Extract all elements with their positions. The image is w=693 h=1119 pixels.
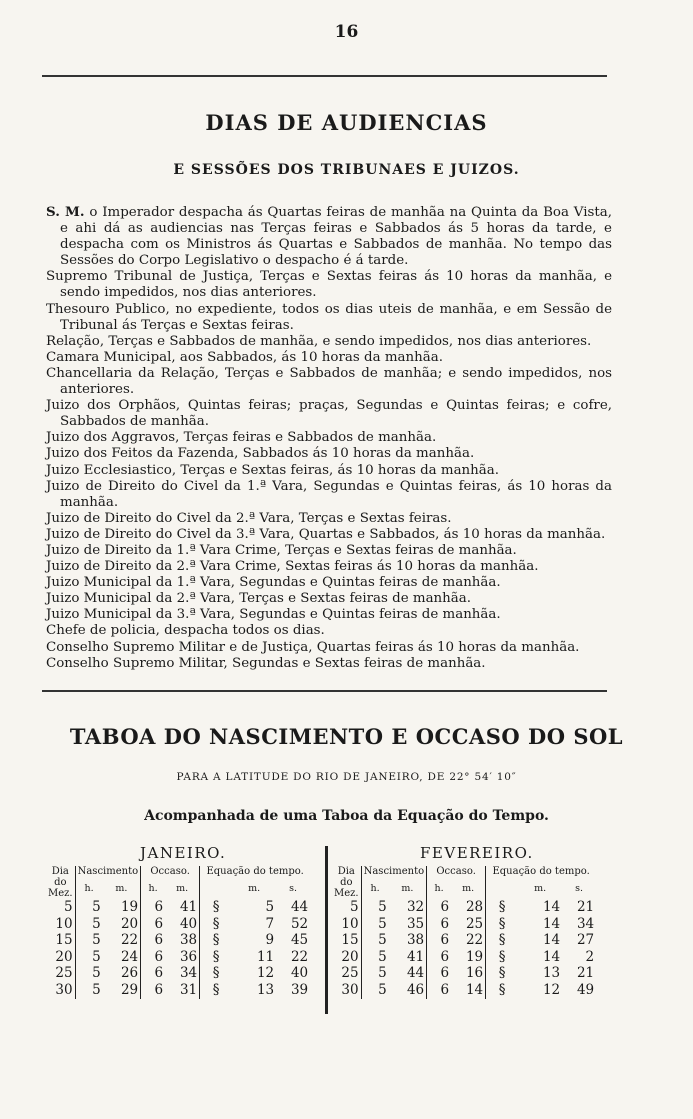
cell-sign: § xyxy=(486,949,519,966)
entry-text: Juizo dos Aggravos, Terças feiras e Sabbados de manhãa. xyxy=(46,430,437,446)
cell-eq-s: 40 xyxy=(290,965,309,982)
audiencia-entry xyxy=(46,559,612,575)
section-title-audiencias: DIAS DE AUDIENCIAS xyxy=(205,110,488,135)
cell-occ-h: 6 xyxy=(427,899,452,916)
cell-eq-s: 21 xyxy=(576,899,595,915)
cell-nasc-h: 5 xyxy=(75,982,103,999)
cell-occ-m: 28 xyxy=(465,899,484,915)
cell-occ-h: 6 xyxy=(141,916,166,933)
entry-text: Juizo Municipal da 3.ª Vara, Segundas e Quintas feiras de manhãa. xyxy=(46,607,501,623)
cell-nasc-m: 24 xyxy=(120,948,139,965)
cell-sign: § xyxy=(200,932,233,949)
section-subtitle-tribunaes: E SESSÕES DOS TRIBUNAES E JUIZOS. xyxy=(173,162,520,178)
cell-dia: 20 xyxy=(341,948,359,965)
entry-text: Supremo Tribunal de Justiça, Terças e Sextas feiras ás 10 horas da manhãa, e sendo impedidos, nos dias anteriores. xyxy=(46,269,612,301)
entry-lead: S. M. xyxy=(46,204,85,220)
cell-dia: 30 xyxy=(55,981,73,998)
cell-sign: § xyxy=(486,982,519,999)
entry-text: Juizo dos Feitos da Fazenda, Sabbados ás 10 horas da manhãa. xyxy=(46,446,475,462)
cell-nasc-m: 22 xyxy=(120,932,139,949)
audiencia-entry xyxy=(46,591,612,607)
table-row xyxy=(332,916,596,933)
cell-nasc-h: 5 xyxy=(361,899,389,916)
unit-m: m. xyxy=(115,882,128,894)
unit-s: s. xyxy=(289,882,298,894)
cell-eq-s: 52 xyxy=(290,915,309,932)
entry-text: Camara Municipal, aos Sabbados, ás 10 horas da manhãa. xyxy=(46,349,443,365)
cell-nasc-h: 5 xyxy=(361,916,389,933)
cell-eq-m: 14 xyxy=(542,932,561,949)
entry-text: Juizo de Direito da 2.ª Vara Crime, Sextas feiras ás 10 horas da manhãa. xyxy=(46,559,539,575)
entry-text: Juizo de Direito do Civel da 3.ª Vara, Quartas e Sabbados, ás 10 horas da manhãa. xyxy=(46,526,606,542)
cell-occ-h: 6 xyxy=(141,932,166,949)
cell-eq-s: 45 xyxy=(290,932,309,949)
cell-dia: 5 xyxy=(64,899,73,915)
unit-h: h. xyxy=(427,883,452,900)
month-title-janeiro: JANEIRO. xyxy=(140,844,227,862)
cell-dia: 30 xyxy=(341,981,359,998)
cell-sign: § xyxy=(486,899,519,916)
header-equacao: Equação do tempo. xyxy=(486,866,597,883)
cell-dia: 25 xyxy=(341,965,359,982)
cell-nasc-h: 5 xyxy=(75,899,103,916)
cell-nasc-m: 19 xyxy=(120,899,139,915)
cell-nasc-h: 5 xyxy=(361,965,389,982)
entry-text: Conselho Supremo Militar, Segundas e Sextas feiras de manhãa. xyxy=(46,655,486,671)
cell-occ-m: 40 xyxy=(179,915,198,932)
entry-text: Juizo Ecclesiastico, Terças e Sextas feiras, ás 10 horas da manhãa. xyxy=(46,462,500,478)
table-janeiro xyxy=(46,866,310,999)
cell-occ-m: 25 xyxy=(465,915,484,932)
header-occaso: Occaso. xyxy=(427,866,486,883)
unit-s: s. xyxy=(575,882,584,894)
table-row xyxy=(46,932,310,949)
cell-occ-m: 41 xyxy=(179,899,198,915)
audiencia-entry xyxy=(46,350,612,366)
cell-nasc-m: 38 xyxy=(406,932,425,949)
middle-rule xyxy=(42,690,607,692)
table-row xyxy=(46,916,310,933)
header-occaso: Occaso. xyxy=(141,866,200,883)
month-title-fevereiro: FEVEREIRO. xyxy=(420,844,534,862)
header-dia: Dia do Mez. xyxy=(334,866,359,899)
unit-m: m. xyxy=(534,882,547,894)
audiencia-entry xyxy=(46,656,612,672)
cell-occ-m: 36 xyxy=(179,948,198,965)
cell-nasc-m: 29 xyxy=(120,981,139,998)
cell-nasc-h: 5 xyxy=(75,965,103,982)
cell-occ-m: 31 xyxy=(179,981,198,998)
cell-nasc-m: 32 xyxy=(406,899,425,915)
entry-text: Juizo de Direito do Civel da 2.ª Vara, Terças e Sextas feiras. xyxy=(46,510,452,526)
cell-nasc-m: 26 xyxy=(120,965,139,982)
audiencia-entry xyxy=(46,446,612,462)
cell-eq-m: 13 xyxy=(542,965,561,982)
cell-nasc-h: 5 xyxy=(75,949,103,966)
table-row xyxy=(46,982,310,999)
audiencia-entry xyxy=(46,430,612,446)
header-row xyxy=(332,866,596,883)
audiencia-entry xyxy=(46,623,612,639)
cell-occ-h: 6 xyxy=(427,932,452,949)
cell-nasc-m: 44 xyxy=(406,965,425,982)
header-dia: Dia do Mez. xyxy=(48,866,73,899)
cell-occ-m: 34 xyxy=(179,965,198,982)
audiencia-entry xyxy=(46,575,612,591)
cell-eq-m: 14 xyxy=(542,948,561,965)
unit-h: h. xyxy=(75,883,103,900)
cell-dia: 15 xyxy=(55,932,73,949)
cell-eq-m: 12 xyxy=(256,965,275,982)
entry-text: o Imperador despacha ás Quartas feiras de manhãa na Quinta da Boa Vista, e ahi dá as audiencias nas Terças feiras e Sabbados ás 5 horas da tarde, e despacha com os Ministros ás Quartas e Sabbados de manhãa. No tempo das Sessões do Corpo Legislativo o despacho é á tarde. xyxy=(60,205,612,269)
cell-occ-h: 6 xyxy=(141,965,166,982)
cell-dia: 15 xyxy=(341,932,359,949)
cell-nasc-m: 20 xyxy=(120,915,139,932)
unit-h: h. xyxy=(361,883,389,900)
month-separator xyxy=(325,846,328,1014)
table-row xyxy=(332,932,596,949)
audiencia-entry xyxy=(46,366,612,398)
unit-row xyxy=(332,883,596,900)
section-title-taboa: TABOA DO NASCIMENTO E OCCASO DO SOL xyxy=(69,724,624,749)
cell-occ-m: 38 xyxy=(179,932,198,949)
header-nascimento: Nascimento xyxy=(361,866,427,883)
unit-m: m. xyxy=(248,882,261,894)
table-row xyxy=(332,982,596,999)
unit-blank xyxy=(200,883,233,900)
cell-eq-m: 11 xyxy=(256,948,275,965)
cell-occ-h: 6 xyxy=(427,965,452,982)
cell-sign: § xyxy=(200,965,233,982)
cell-nasc-h: 5 xyxy=(361,949,389,966)
audiencia-entry xyxy=(46,269,612,301)
cell-eq-m: 7 xyxy=(265,915,275,932)
header-nascimento: Nascimento xyxy=(75,866,141,883)
cell-nasc-h: 5 xyxy=(75,932,103,949)
taboa-subtitle: Acompanhada de uma Taboa da Equação do Tempo. xyxy=(144,808,549,824)
cell-dia: 10 xyxy=(55,915,73,932)
cell-eq-s: 39 xyxy=(290,981,309,998)
table-row xyxy=(46,949,310,966)
entry-text: Juizo Municipal da 2.ª Vara, Terças e Sextas feiras de manhãa. xyxy=(46,591,472,607)
cell-sign: § xyxy=(200,982,233,999)
entry-text: Juizo de Direito da 1.ª Vara Crime, Terças e Sextas feiras de manhãa. xyxy=(46,542,517,558)
unit-m: m. xyxy=(462,882,475,894)
cell-eq-m: 14 xyxy=(542,915,561,932)
unit-m: m. xyxy=(176,882,189,894)
cell-dia: 20 xyxy=(55,948,73,965)
cell-eq-m: 9 xyxy=(265,932,275,949)
cell-nasc-m: 46 xyxy=(406,981,425,998)
unit-row xyxy=(46,883,310,900)
cell-occ-m: 22 xyxy=(465,932,484,949)
cell-eq-m: 14 xyxy=(542,899,561,915)
entry-text: Thesouro Publico, no expediente, todos os dias uteis de manhãa, e em Sessão de Tribunal ás Terças e Sextas feiras. xyxy=(46,301,612,333)
audiencia-entry xyxy=(46,302,612,334)
cell-dia: 5 xyxy=(350,899,359,915)
entry-text: Chefe de policia, despacha todos os dias. xyxy=(46,623,325,639)
unit-h: h. xyxy=(141,883,166,900)
cell-sign: § xyxy=(486,965,519,982)
audiencia-entry xyxy=(46,334,612,350)
table-row xyxy=(332,949,596,966)
table-row xyxy=(46,965,310,982)
entry-text: Conselho Supremo Militar e de Justiça, Quartas feiras ás 10 horas da manhãa. xyxy=(46,639,580,655)
cell-nasc-m: 35 xyxy=(406,915,425,932)
cell-occ-m: 19 xyxy=(465,948,484,965)
table-fevereiro xyxy=(332,866,596,999)
audiencia-entry xyxy=(46,511,612,527)
top-rule xyxy=(42,75,607,77)
cell-sign: § xyxy=(486,932,519,949)
table-row xyxy=(332,965,596,982)
cell-occ-h: 6 xyxy=(141,982,166,999)
entry-text: Juizo Municipal da 1.ª Vara, Segundas e Quintas feiras de manhãa. xyxy=(46,575,501,591)
cell-occ-h: 6 xyxy=(427,916,452,933)
cell-eq-m: 5 xyxy=(265,899,275,915)
unit-m: m. xyxy=(401,882,414,894)
cell-eq-s: 44 xyxy=(290,899,309,915)
cell-nasc-h: 5 xyxy=(75,916,103,933)
cell-occ-h: 6 xyxy=(141,949,166,966)
cell-sign: § xyxy=(200,949,233,966)
entry-text: Relação, Terças e Sabbados de manhãa, e sendo impedidos, nos dias anteriores. xyxy=(46,333,592,349)
audiencia-entry xyxy=(46,543,612,559)
cell-eq-s: 22 xyxy=(290,948,309,965)
cell-eq-m: 12 xyxy=(542,981,561,998)
header-equacao: Equação do tempo. xyxy=(200,866,311,883)
cell-occ-h: 6 xyxy=(427,982,452,999)
unit-blank xyxy=(486,883,519,900)
cell-occ-m: 14 xyxy=(465,981,484,998)
latitude-value: 22° 54′ 10″ xyxy=(449,771,517,783)
audiencia-entry xyxy=(46,398,612,430)
audiencia-entry xyxy=(46,607,612,623)
cell-eq-s: 49 xyxy=(576,981,595,998)
header-row xyxy=(46,866,310,883)
cell-eq-s: 2 xyxy=(585,948,595,965)
cell-sign: § xyxy=(486,916,519,933)
cell-nasc-h: 5 xyxy=(361,982,389,999)
audiencias-list xyxy=(46,204,612,672)
cell-nasc-h: 5 xyxy=(361,932,389,949)
table-row xyxy=(332,899,596,916)
cell-sign: § xyxy=(200,899,233,916)
cell-eq-s: 21 xyxy=(576,965,595,982)
audiencia-entry xyxy=(46,479,612,511)
audiencia-entry xyxy=(46,463,612,479)
cell-eq-s: 34 xyxy=(576,915,595,932)
page-number: 16 xyxy=(334,22,359,42)
cell-eq-m: 13 xyxy=(256,981,275,998)
cell-occ-h: 6 xyxy=(427,949,452,966)
latitude-line xyxy=(0,771,693,783)
cell-occ-m: 16 xyxy=(465,965,484,982)
cell-dia: 25 xyxy=(55,965,73,982)
audiencia-entry xyxy=(46,527,612,543)
entry-text: Juizo de Direito do Civel da 1.ª Vara, Segundas e Quintas feiras, ás 10 horas da manhãa. xyxy=(46,478,612,510)
table-row xyxy=(46,899,310,916)
audiencia-entry xyxy=(46,204,612,269)
latitude-prefix: PARA A LATITUDE DO RIO DE JANEIRO, DE xyxy=(176,771,450,783)
audiencia-entry xyxy=(46,640,612,656)
cell-occ-h: 6 xyxy=(141,899,166,916)
entry-text: Juizo dos Orphãos, Quintas feiras; praças, Segundas e Quintas feiras; e cofre, Sabbados de manhãa. xyxy=(46,398,612,430)
cell-sign: § xyxy=(200,916,233,933)
entry-text: Chancellaria da Relação, Terças e Sabbados de manhãa; e sendo impedidos, nos anteriores. xyxy=(46,365,612,398)
cell-dia: 10 xyxy=(341,915,359,932)
cell-eq-s: 27 xyxy=(576,932,595,949)
cell-nasc-m: 41 xyxy=(406,948,425,965)
